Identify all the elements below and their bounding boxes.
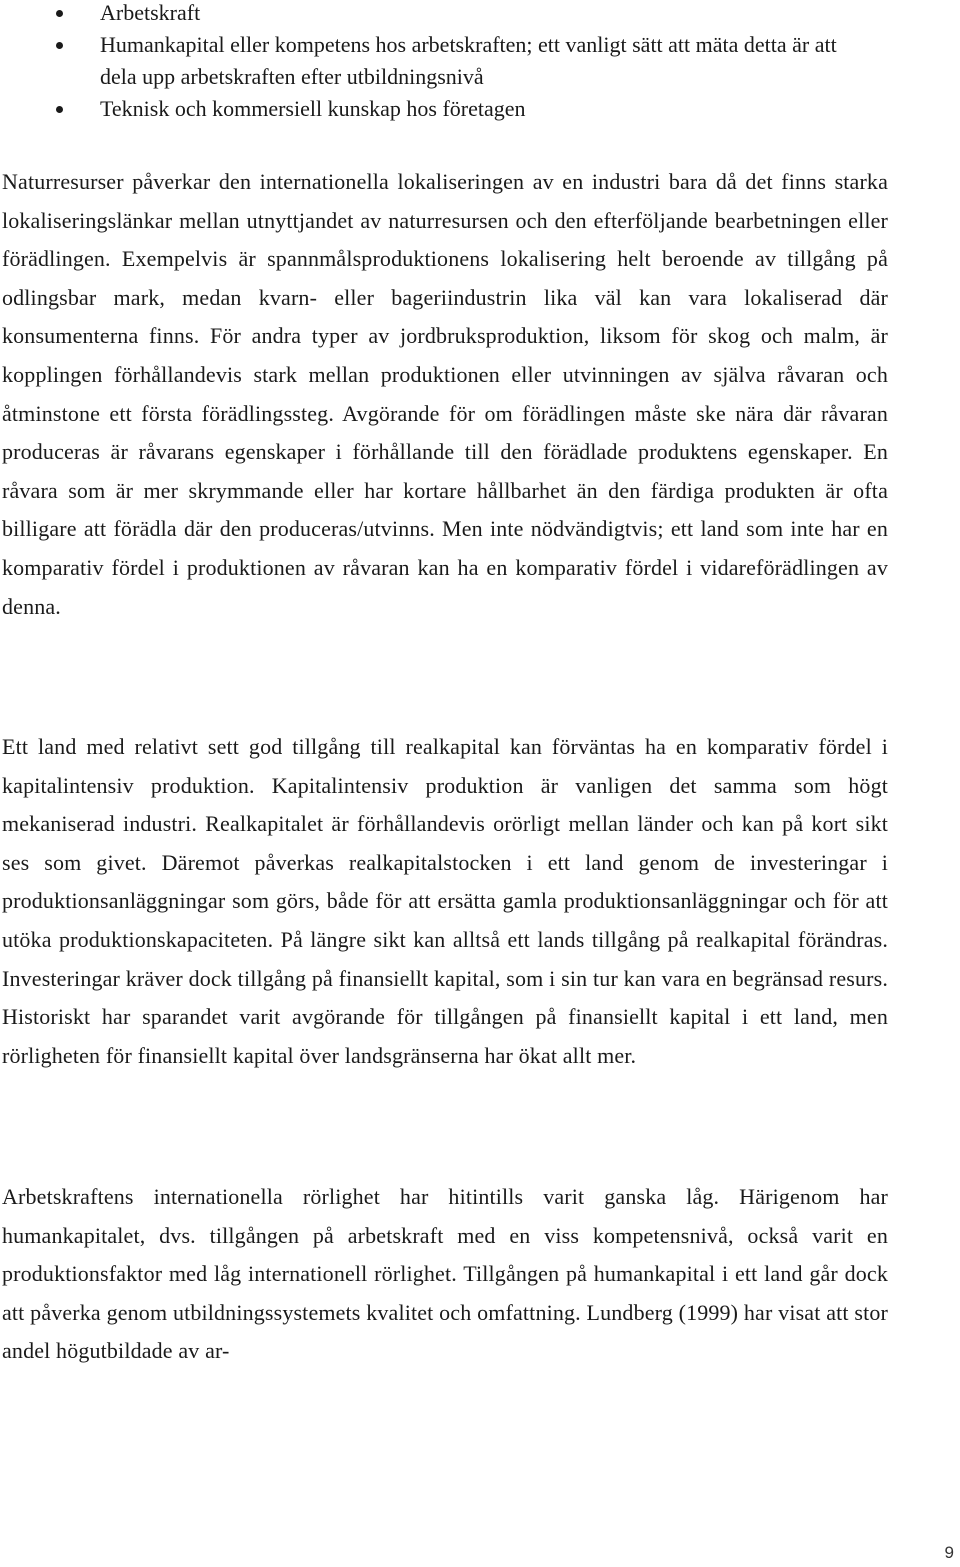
bullet-text: Humankapital eller kompetens hos arbetskraften; ett vanligt sätt att mäta detta är att dela upp arbetskraften efter utbildningsnivå <box>100 32 837 89</box>
bullet-item <box>0 93 840 125</box>
paragraph-real-capital: Ett land med relativt sett god tillgång till realkapital kan förväntas ha en komparativ fördel i kapitalintensiv produktion. Kapitalintensiv produktion är vanligen det samma som högt mekaniserad industri. Realkapitalet är förhållandevis orörligt mellan länder och kan på kort sikt ses som givet. Däremot påverkas realkapitalstocken i ett land genom de investeringar i produktionsanläggningar som görs, både för att ersätta gamla produktionsanläggningar och för att utöka produktionskapaciteten. På längre sikt kan alltså ett lands tillgång på realkapital förändras. Investeringar kräver dock tillgång på finansiellt kapital, som i sin tur kan vara en begränsad resurs. Historiskt har sparandet varit avgörande för tillgången på finansiellt kapital i ett land, men rörligheten för finansiellt kapital över landsgränserna har ökat allt mer. <box>2 734 888 1068</box>
bullet-text: Arbetskraft <box>100 0 201 25</box>
bullet-text: Teknisk och kommersiell kunskap hos företagen <box>100 96 526 121</box>
paragraph-natural-resources: Naturresurser påverkar den internationella lokaliseringen av en industri bara då det finns starka lokaliseringslänkar mellan utnyttjandet av naturresursen och den efterföljande bearbetningen eller förädlingen. Exempelvis är spannmålsproduktionens lokalisering helt beroende av tillgång på odlingsbar mark, medan kvarn- eller bageriindustrin lika väl kan vara lokaliserad där konsumenterna finns. För andra typer av jordbruksproduktion, liksom för skog och malm, är kopplingen förhållandevis stark mellan produktionen eller utvinningen av själva råvaran och åtminstone ett första förädlingssteg. Avgörande för om förädlingen måste ske nära där råvaran produceras är råvarans egenskaper i förhållande till den förädlade produktens egenskaper. En råvara som är mer skrymmande eller har kortare hållbarhet än den färdiga produkten är ofta billigare att förädla där den produceras/utvinns. Men inte nödvändigtvis; ett land som inte har en komparativ fördel i produktionen av råvaran kan ha en komparativ fördel i vidareförädlingen av denna. <box>2 169 888 619</box>
page-number: 9 <box>944 1543 954 1562</box>
bullet-item <box>0 29 840 93</box>
bullet-icon <box>56 42 63 49</box>
bullet-icon <box>56 106 63 113</box>
bullet-list <box>0 0 960 125</box>
bullet-icon <box>56 10 63 17</box>
bullet-item <box>0 0 840 29</box>
paragraph-labour-mobility: Arbetskraftens internationella rörlighet har hitintills varit ganska låg. Härigenom har humankapitalet, dvs. tillgången på arbetskraft med en viss kompetensnivå, också varit en produktionsfaktor med låg internationell rörlighet. Tillgången på humankapital i ett land går dock att påverka genom utbildningssystemets kvalitet och omfattning. Lundberg (1999) har visat att stor andel högutbildade av ar- <box>2 1184 888 1364</box>
